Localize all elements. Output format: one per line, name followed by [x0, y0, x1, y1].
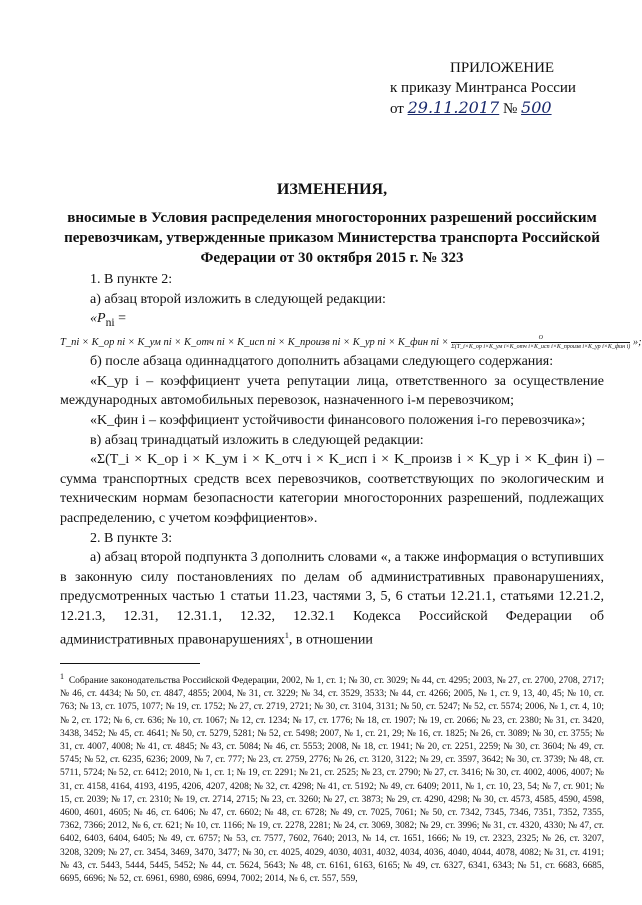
formula-1-p: «P: [90, 311, 106, 327]
title-subtitle: вносимые в Условия распределения многосторонних разрешений российским перевозчикам, утвержденные приказом Министерства транспорта Российской Федерации от 30 октября 2015 г. № 323: [64, 210, 600, 266]
order-reference: к приказу Минтранса России: [390, 80, 576, 96]
formula-1-sub: ni: [105, 315, 115, 329]
footnote-divider: [60, 663, 200, 664]
appendix-header: [390, 58, 620, 119]
handwritten-date: 29.11.2017: [407, 98, 500, 117]
handwritten-number: 500: [521, 98, 552, 117]
formula-1-eq: =: [114, 311, 127, 327]
paragraph-7: «Σ(T_i × K_op i × K_ум i × K_отч i × K_исп i × K_произв i × K_ур i × K_фин i) – сумма транспортных средств всех перевозчиков, соответствующих по экологическим и техническим нормам безопасности категории многосторонних разрешений, подлежащих распределению, с учетом коэффициентов».: [60, 452, 604, 526]
formula-1-end: »;: [632, 336, 642, 348]
paragraph-8: 2. В пункте 3:: [90, 530, 173, 546]
formula-1-denominator: Σ(T_i×K_op i×K_ум i×K_отч i×K_исп i×K_произв i×K_ур i×K_фин i): [451, 343, 631, 350]
footnote-ref: 1: [284, 631, 289, 641]
formula-1-start: [60, 309, 604, 332]
appendix-label: ПРИЛОЖЕНИЕ: [450, 60, 555, 76]
paragraph-6: в) абзац тринадцатый изложить в следующей редакции:: [90, 432, 424, 448]
order-date-line: [390, 98, 620, 119]
paragraph-4: «K_ур i – коэффициент учета репутации лица, ответственного за осуществление международных автомобильных перевозок, назначенного i-м перевозчиком;: [60, 373, 604, 409]
formula-1-numerator: O: [451, 334, 630, 343]
formula-1-line: T_ni × K_op ni × K_ум ni × K_отч ni × K_исп ni × K_произв ni × K_ур ni × K_фин ni ×: [60, 336, 449, 348]
from-label: от: [390, 101, 404, 117]
paragraph-1: 1. В пункте 2:: [90, 272, 173, 287]
footnote-text: Собрание законодательства Российской Федерации, 2002, № 1, ст. 1; № 30, ст. 3029; № 44, ст. 4295; 2003, № 27, ст. 2700, 2708, 2717; № 46, ст. 4434; № 50, ст. 4847, 4855; 2004, № 31, ст. 3229; № 34, ст. 3529, 3533; № 44, ст. 4266; 2005, № 1, ст. 9, 13, 40, 45; № 10, ст. 763; № 13, ст. 1075, 1077; № 19, ст. 1752; № 27, ст. 2719, 2721; № 30, ст. 3104, 3131; № 50, ст. 5247; № 52, ст. 5574; 2006, № 1, ст. 4, 10; № 2, ст. 172; № 6, ст. 636; № 10, ст. 1067; № 12, ст. 1234; № 17, ст. 1776; № 18, ст. 1907; № 19, ст. 2066; № 23, ст. 2380; № 31, ст. 3420, 3438, 3452; № 45, ст. 4641; № 50, ст. 5279, 5281; № 52, ст. 5498; 2007, № 1, ст. 21, 29; № 16, ст. 1825; № 26, ст. 3089; № 30, ст. 3755; № 31, ст. 4007, 4008; № 41, ст. 4845; № 43, ст. 5084; № 46, ст. 5553; 2008, № 18, ст. 1941; № 20, ст. 2251, 2259; № 30, ст. 3604; № 49, ст. 5745; № 52, ст. 6235, 6236; 2009, № 7, ст. 777; № 23, ст. 2759, 2776; № 26, ст. 3120, 3122; № 29, ст. 3597, 3642; № 30, ст. 3739; № 48, ст. 5711, 5724; № 52, ст. 6412; 2010, № 1, ст. 1; № 19, ст. 2291; № 21, ст. 2525; № 23, ст. 2790; № 27, ст. 3416; № 30, ст. 4002, 4006, 4007; № 31, ст. 4158, 4164, 4193, 4195, 4206, 4207, 4208; № 32, ст. 4298; № 41, ст. 5192; № 49, ст. 6409; 2011, № 1, ст. 10, 23, 54; № 7, ст. 901; № 15, ст. 2039; № 17, ст. 2310; № 19, ст. 2714, 2715; № 23, ст. 3260; № 27, ст. 3873; № 29, ст. 4290, 4298; № 30, ст. 4573, 4585, 4590, 4598, 4600, 4601, 4605; № 46, ст. 6406; № 47, ст. 6602; № 48, ст. 6728; № 49, ст. 7025, 7061; № 50, ст. 7342, 7345, 7346, 7351, 7352, 7355, 7362, 7366; 2012, № 6, ст. 621; № 10, ст. 1166; № 19, ст. 2278, 2281; № 24, ст. 3069, 3082; № 29, ст. 3996; № 31, ст. 4320, 4330; № 47, ст. 6402, 6403, 6404, 6405; № 49, ст. 6757; № 53, ст. 7577, 7602, 7640; 2013, № 14, ст. 1651, 1666; № 19, ст. 2323, 2325; № 26, ст. 3207, 3208, 3209; № 27, ст. 3454, 3469, 3470, 3477; № 30, ст. 4025, 4029, 4030, 4031, 4032, 4034, 4036, 4040, 4044, 4078, 4082; № 31, ст. 4191; № 43, ст. 5443, 5444, 5445, 5452; № 44, ст. 5624, 5643; № 48, ст. 6161, 6163, 6165; № 49, ст. 6327, 6341, 6343; № 51, ст. 6683, 6685, 6695, 6696; № 52, ст. 6961, 6980, 6986, 6994, 7002; 2014, № 6, ст. 557, 559,: [60, 675, 604, 884]
title-heading: ИЗМЕНЕНИЯ,: [276, 181, 388, 198]
footnote-mark: 1: [60, 671, 64, 681]
document-title: [60, 180, 604, 268]
formula-1-fraction: [451, 334, 630, 351]
document-body: [60, 270, 642, 886]
formula-1: [60, 333, 642, 353]
paragraph-9-text: а) абзац второй подпункта 3 дополнить словами «, а также информация о вступивших в законную силу постановлениях по делам об административных правонарушениях, предусмотренных частью 1 статьи 11.23, частями 3, 5, 6 статьи 12.21.1, статьями 12.21.2, 12.21.3, 12.31, 12.31.1, 12.32, 12.32.1 Кодекса Российской Федерации об административных правонарушениях: [60, 550, 604, 649]
number-label: №: [502, 101, 518, 117]
paragraph-9: [60, 548, 604, 651]
paragraph-2: а) абзац второй изложить в следующей редакции:: [90, 291, 386, 307]
paragraph-3: б) после абзаца одиннадцатого дополнить абзацами следующего содержания:: [90, 354, 554, 370]
paragraph-9-end: , в отношении: [288, 633, 373, 649]
footnote: [60, 670, 604, 886]
paragraph-5: «K_фин i – коэффициент устойчивости финансового положения i-го перевозчика»;: [90, 412, 586, 428]
